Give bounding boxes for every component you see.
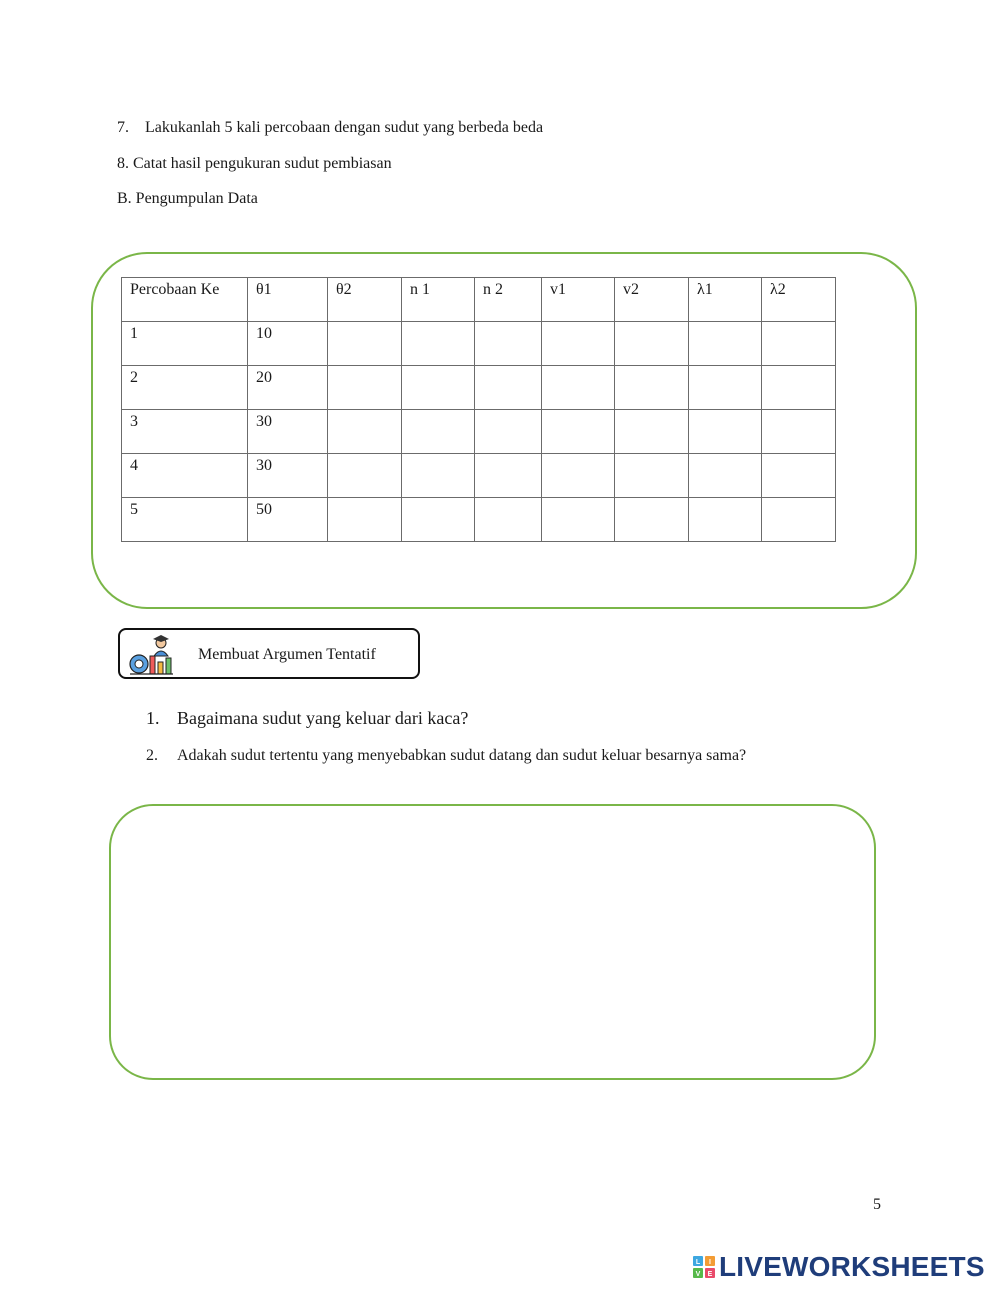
input-cell[interactable]	[328, 498, 402, 542]
input-cell[interactable]	[689, 498, 762, 542]
table-row	[122, 454, 836, 498]
input-cell[interactable]	[689, 366, 762, 410]
input-cell[interactable]	[542, 366, 615, 410]
table-cell: 20	[248, 366, 328, 410]
answer-box[interactable]	[109, 804, 876, 1080]
question-text: Adakah sudut tertentu yang menyebabkan sudut datang dan sudut keluar besarnya sama?	[177, 747, 747, 764]
input-cell[interactable]	[475, 454, 542, 498]
step-8: 8. Catat hasil pengukuran sudut pembiasan	[117, 155, 392, 172]
question-2	[146, 747, 746, 765]
table-row	[122, 322, 836, 366]
input-cell[interactable]	[402, 410, 475, 454]
input-cell[interactable]	[615, 498, 689, 542]
table-cell: 1	[122, 322, 248, 366]
header-cell: θ2	[328, 278, 402, 322]
input-cell[interactable]	[402, 454, 475, 498]
header-cell: θ1	[248, 278, 328, 322]
page-number: 5	[873, 1196, 881, 1213]
header-cell: λ2	[762, 278, 836, 322]
input-cell[interactable]	[328, 366, 402, 410]
input-cell[interactable]	[475, 498, 542, 542]
input-cell[interactable]	[475, 366, 542, 410]
section-heading: B. Pengumpulan Data	[117, 190, 258, 207]
svg-text:I: I	[709, 1259, 711, 1266]
teacher-chart-icon	[128, 634, 174, 676]
table-cell: 50	[248, 498, 328, 542]
input-cell[interactable]	[402, 322, 475, 366]
question-1	[146, 708, 468, 729]
question-number: 1.	[146, 708, 160, 728]
svg-text:V: V	[695, 1271, 701, 1278]
badge-label: Membuat Argumen Tentatif	[198, 646, 376, 663]
input-cell[interactable]	[762, 366, 836, 410]
table-row	[122, 410, 836, 454]
input-cell[interactable]	[475, 322, 542, 366]
table-header-row	[122, 278, 836, 322]
input-cell[interactable]	[762, 322, 836, 366]
input-cell[interactable]	[689, 322, 762, 366]
table-row	[122, 498, 836, 542]
step-7	[117, 119, 543, 137]
table-cell: 10	[248, 322, 328, 366]
input-cell[interactable]	[762, 498, 836, 542]
svg-text:E: E	[707, 1271, 713, 1278]
data-table	[121, 277, 836, 542]
input-cell[interactable]	[689, 454, 762, 498]
input-cell[interactable]	[328, 322, 402, 366]
header-cell: n 1	[402, 278, 475, 322]
input-cell[interactable]	[542, 410, 615, 454]
input-cell[interactable]	[402, 366, 475, 410]
input-cell[interactable]	[475, 410, 542, 454]
input-cell[interactable]	[689, 410, 762, 454]
question-number: 2.	[146, 747, 158, 764]
table-cell: 5	[122, 498, 248, 542]
table-row	[122, 366, 836, 410]
input-cell[interactable]	[615, 322, 689, 366]
input-cell[interactable]	[762, 454, 836, 498]
input-cell[interactable]	[402, 498, 475, 542]
input-cell[interactable]	[542, 454, 615, 498]
step-text: Lakukanlah 5 kali percobaan dengan sudut yang berbeda beda	[145, 119, 544, 136]
input-cell[interactable]	[615, 454, 689, 498]
input-cell[interactable]	[615, 410, 689, 454]
input-cell[interactable]	[328, 410, 402, 454]
step-number: 7.	[117, 119, 129, 136]
logo-blocks-icon	[693, 1256, 717, 1282]
table-cell: 30	[248, 410, 328, 454]
input-cell[interactable]	[542, 322, 615, 366]
table-cell: 4	[122, 454, 248, 498]
header-cell: v2	[615, 278, 689, 322]
header-cell: Percobaan Ke	[122, 278, 248, 322]
table-cell: 30	[248, 454, 328, 498]
table-cell: 2	[122, 366, 248, 410]
input-cell[interactable]	[328, 454, 402, 498]
header-cell: λ1	[689, 278, 762, 322]
input-cell[interactable]	[615, 366, 689, 410]
section-badge	[118, 628, 420, 679]
input-cell[interactable]	[542, 498, 615, 542]
table-cell: 3	[122, 410, 248, 454]
question-text: Bagaimana sudut yang keluar dari kaca?	[177, 708, 469, 728]
brand-text: LIVEWORKSHEETS	[719, 1251, 985, 1282]
header-cell: n 2	[475, 278, 542, 322]
header-cell: v1	[542, 278, 615, 322]
svg-text:L: L	[695, 1259, 701, 1266]
input-cell[interactable]	[762, 410, 836, 454]
